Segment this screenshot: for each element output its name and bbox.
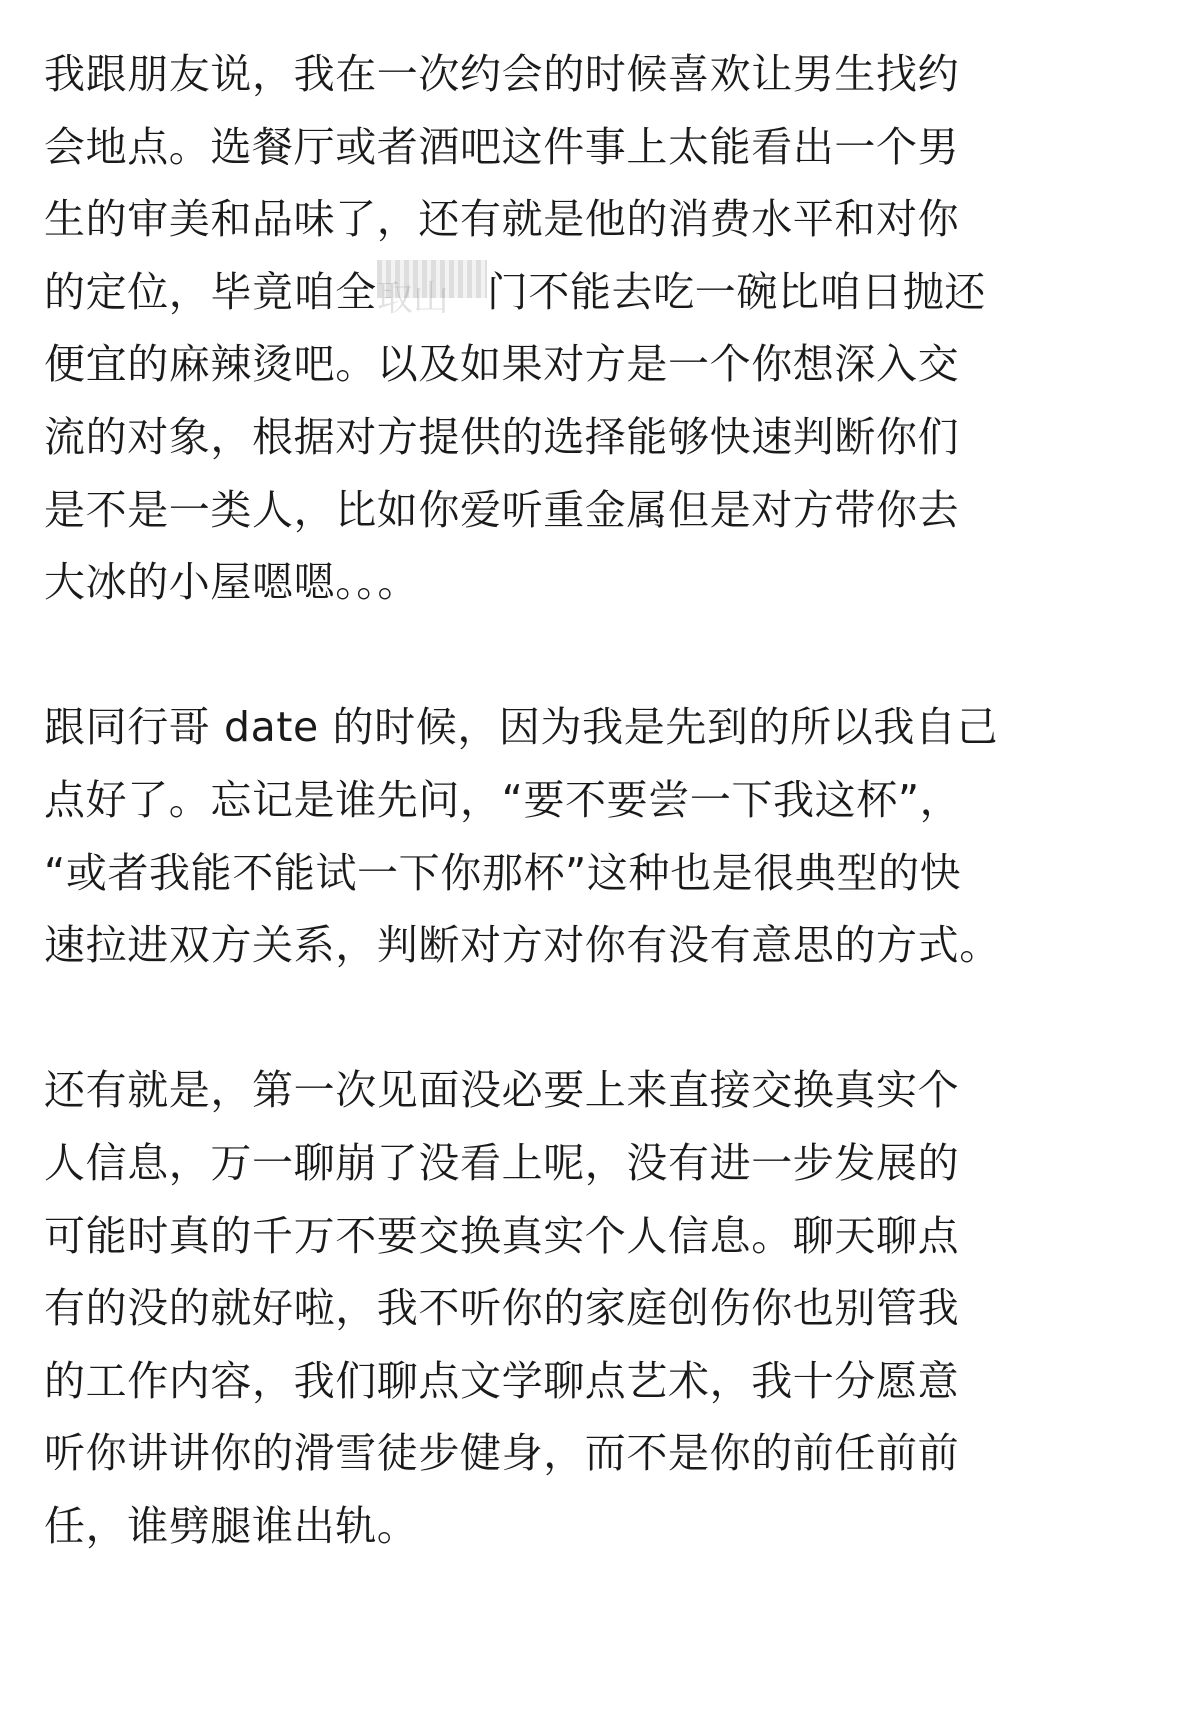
- text-line: 点好了。忘记是谁先问，“要不要尝一下我这杯”，: [44, 775, 962, 824]
- text-line: 可能时真的千万不要交换真实个人信息。聊天聊点: [44, 1211, 960, 1260]
- text-line: 会地点。选餐厅或者酒吧这件事上太能看出一个男: [44, 122, 960, 171]
- paragraph-spacer: [44, 982, 1144, 1055]
- paragraph-1: [44, 38, 1144, 619]
- text-line: 是不是一类人，比如你爱听重金属但是对方带你去: [44, 485, 960, 534]
- text-line: 便宜的麻辣烫吧。以及如果对方是一个你想深入交: [44, 340, 960, 389]
- text-segment: 门不能去吃一碗比咱日抛还: [486, 267, 987, 316]
- redacted-text: 取山: [377, 260, 487, 298]
- text-segment: 的定位，毕竟咱全: [44, 267, 377, 316]
- text-line: “或者我能不能试一下你那杯”这种也是很典型的快: [44, 848, 962, 897]
- text-line: 大冰的小屋嗯嗯。。。: [44, 558, 419, 607]
- text-line: 生的审美和品味了，还有就是他的消费水平和对你: [44, 195, 960, 244]
- text-line: 任，谁劈腿谁出轨。: [44, 1501, 419, 1550]
- text-line: 速拉进双方关系，判断对方对你有没有意思的方式。: [44, 921, 1001, 970]
- paragraph-3: [44, 1054, 1144, 1562]
- text-line: 还有就是，第一次见面没必要上来直接交换真实个: [44, 1066, 960, 1115]
- text-line-with-redaction: [44, 256, 1144, 329]
- text-line: 流的对象，根据对方提供的选择能够快速判断你们: [44, 412, 960, 461]
- paragraph-2: [44, 691, 1144, 981]
- text-line: 人信息，万一聊崩了没看上呢，没有进一步发展的: [44, 1138, 960, 1187]
- text-line: 听你讲讲你的滑雪徒步健身，而不是你的前任前前: [44, 1429, 960, 1478]
- text-line: 的工作内容，我们聊点文学聊点艺术，我十分愿意: [44, 1356, 960, 1405]
- paragraph-spacer: [44, 619, 1144, 692]
- text-line: 我跟朋友说，我在一次约会的时候喜欢让男生找约: [44, 50, 960, 98]
- article-body: [44, 38, 1144, 1562]
- text-line: 跟同行哥 date 的时候，因为我是先到的所以我自己: [44, 703, 999, 752]
- text-line: 有的没的就好啦，我不听你的家庭创伤你也别管我: [44, 1284, 960, 1333]
